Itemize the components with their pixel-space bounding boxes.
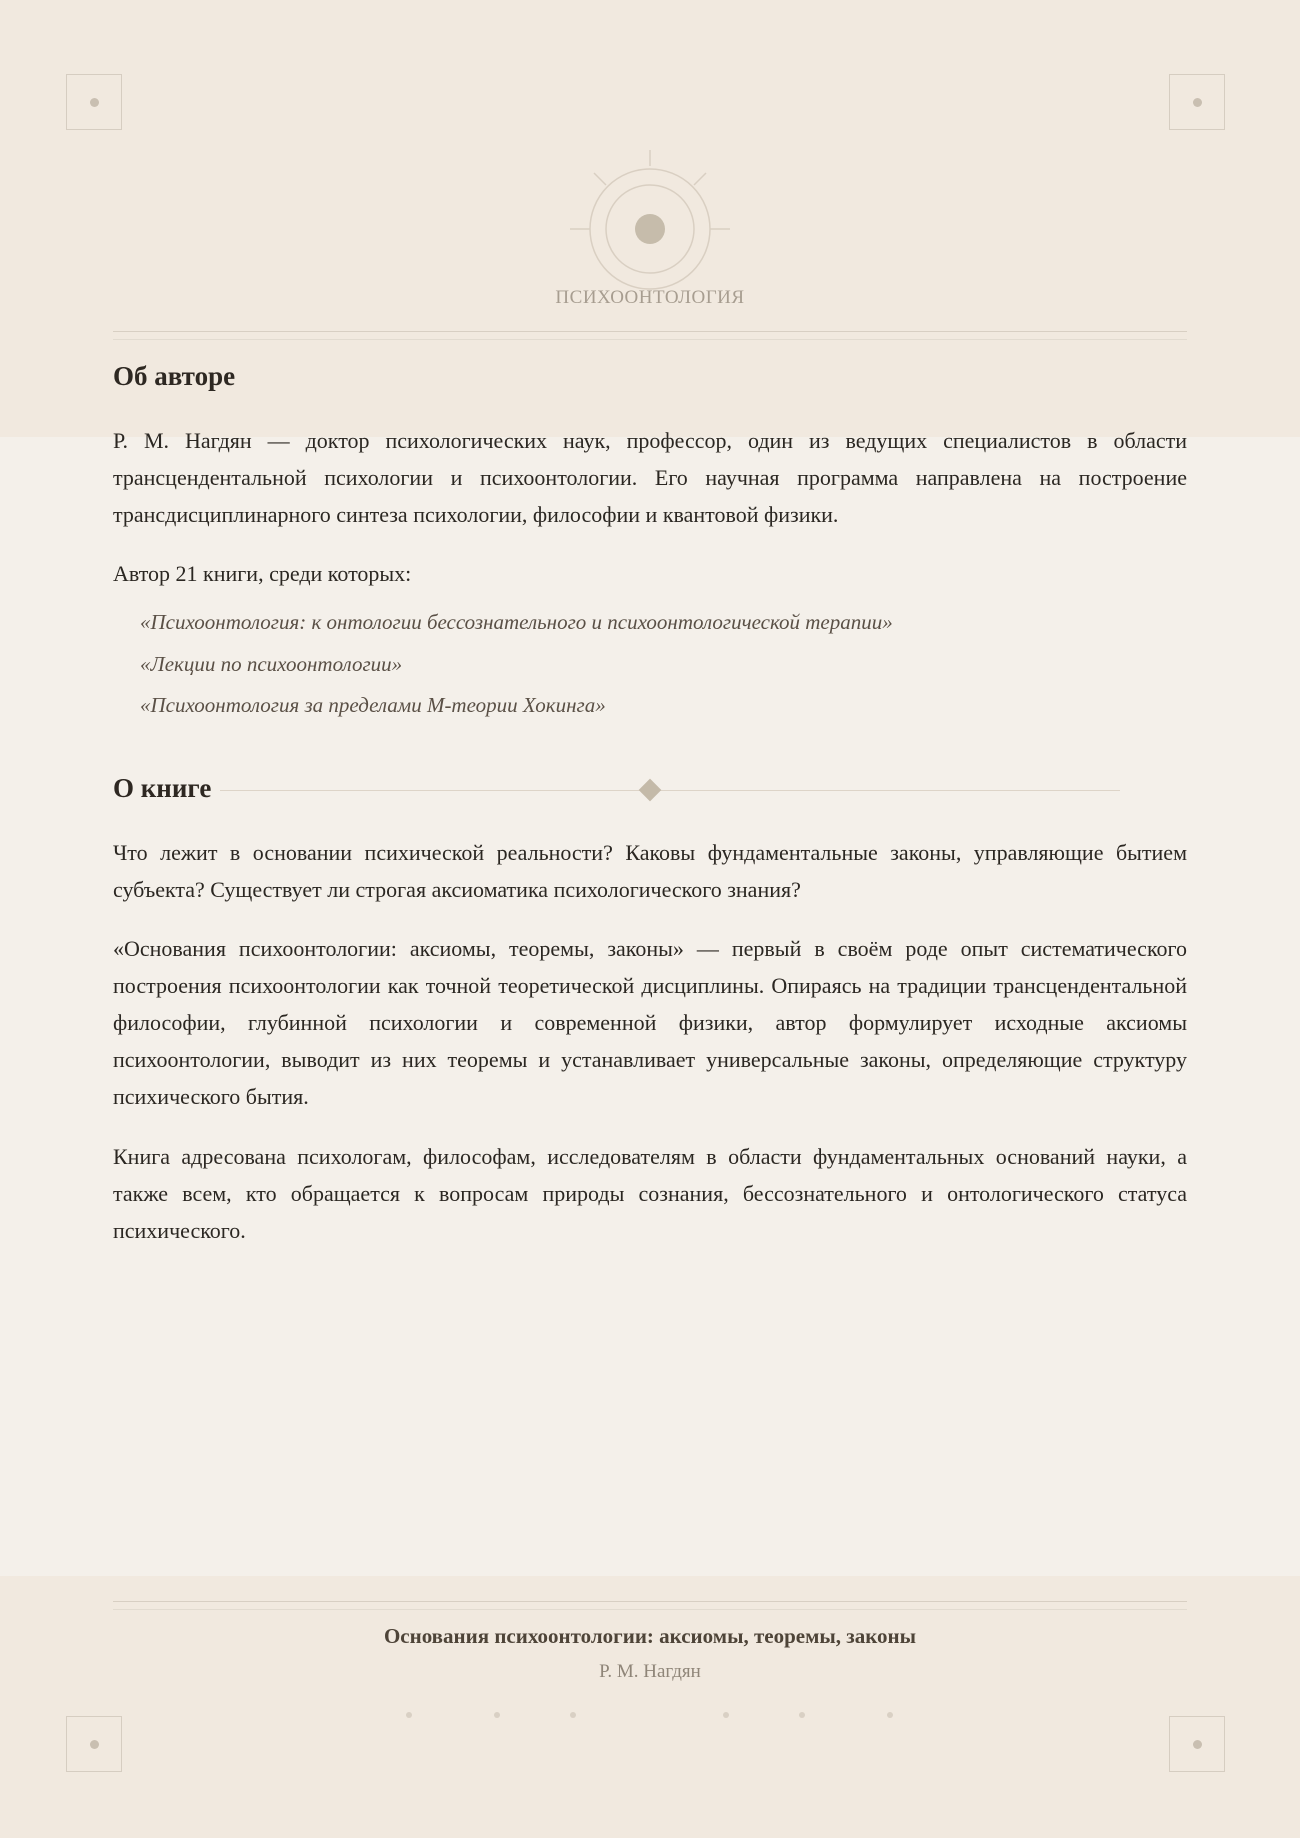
- footer-dot-icon: [723, 1712, 729, 1718]
- corner-ornament-top-right: [1169, 74, 1225, 130]
- footer-dot-icon: [799, 1712, 805, 1718]
- footer-dot-icon: [406, 1712, 412, 1718]
- series-title: ПСИХООНТОЛОГИЯ: [555, 287, 745, 308]
- header-rule: [113, 331, 1187, 332]
- section-divider: [220, 790, 1120, 791]
- book-paragraph-1: Что лежит в основании психической реальности? Каковы фундаментальные законы, управляющие бытием субъекта? Существует ли строгая аксиоматика психологического знания?: [113, 840, 1187, 902]
- corner-ornament-top-left: [66, 74, 122, 130]
- list-item: «Психоонтология за пределами М-теории Хокинга»: [140, 693, 606, 717]
- book-paragraph-3: Книга адресована психологам, философам, исследователям в области фундаментальных оснований науки, а также всем, кто обращается к вопросам природы сознания, бессознательного и онтологического статуса психического.: [113, 1144, 1187, 1243]
- list-item: «Психоонтология: к онтологии бессознательного и психоонтологической терапии»: [140, 610, 893, 634]
- footer-dot-icon: [887, 1712, 893, 1718]
- author-bio: Р. М. Нагдян — доктор психологических наук, профессор, один из ведущих специалистов в области трансцендентальной психологии и психоонтологии. Его научная программа направлена на построение трансдисциплинарного синтеза психологии, философии и квантовой физики.: [113, 428, 1187, 527]
- footer-author: Р. М. Нагдян: [599, 1661, 701, 1682]
- footer-band: [0, 1576, 1300, 1838]
- about-book-heading: О книге: [113, 773, 212, 803]
- footer-book-title: Основания психоонтологии: аксиомы, теоремы, законы: [383, 1624, 917, 1648]
- book-paragraph-2: «Основания психоонтологии: аксиомы, теоремы, законы» — первый в своём роде опыт систематического построения психоонтологии как точной теоретической дисциплины. Опираясь на традиции трансцендентальной философии, глубинной психологии и современной физики, автор формулирует исходные аксиомы психоонтологии, выводит из них теоремы и устанавливает универсальные законы, определяющие структуру психического бытия.: [113, 936, 1187, 1109]
- corner-ornament-bottom-left: [66, 1716, 122, 1772]
- footer-dot-icon: [570, 1712, 576, 1718]
- diamond-ornament-icon: [639, 779, 662, 802]
- footer-dot-icon: [494, 1712, 500, 1718]
- corner-ornament-bottom-right: [1169, 1716, 1225, 1772]
- book-list: [140, 607, 893, 732]
- list-item: «Лекции по психоонтологии»: [140, 651, 403, 676]
- about-author-heading: Об авторе: [113, 361, 236, 391]
- books-intro: Автор 21 книги, среди которых:: [113, 561, 412, 586]
- footer-rule: [113, 1601, 1187, 1602]
